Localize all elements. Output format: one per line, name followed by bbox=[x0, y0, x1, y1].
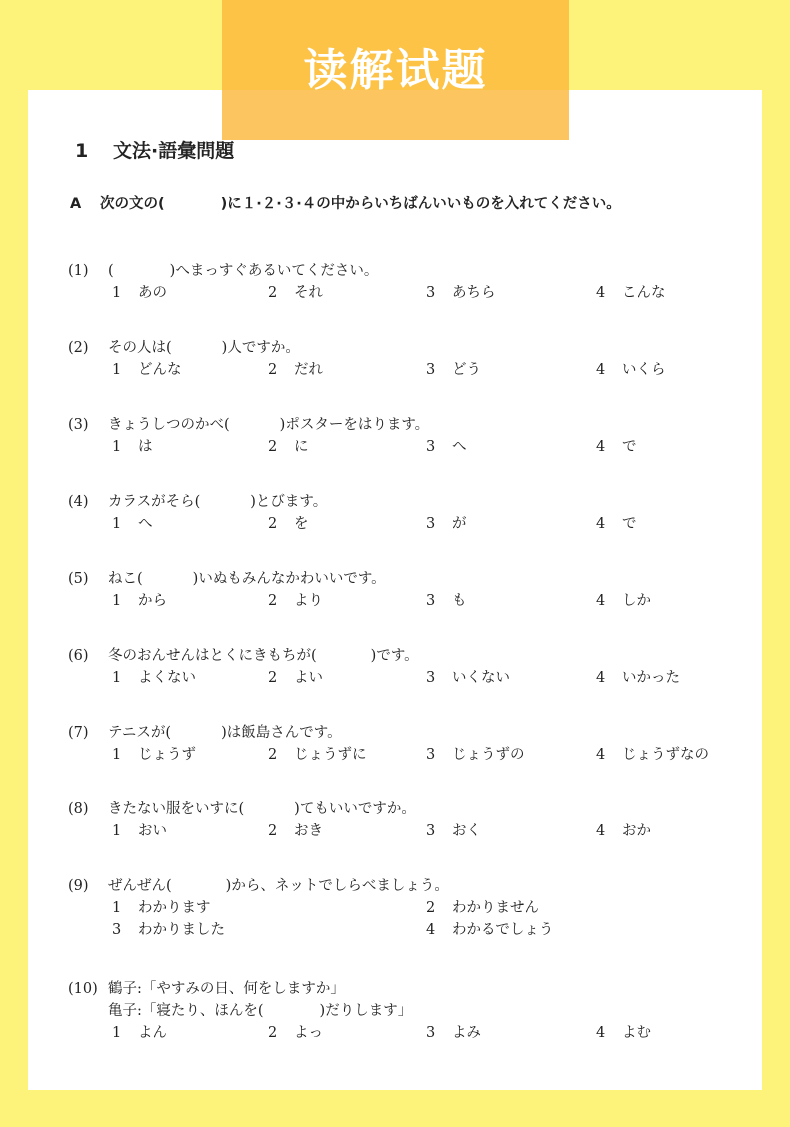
option-1[interactable]: 1 じょうず bbox=[112, 747, 196, 763]
option-1[interactable]: 1 どんな bbox=[112, 362, 182, 378]
instruction-tag: A bbox=[70, 196, 82, 212]
question-4: (4) カラスがそら( )とびます。 1 へ 2 を 3 が 4 で bbox=[68, 493, 637, 532]
option-4[interactable]: 4 いくら bbox=[596, 362, 666, 378]
question-9: (9) ぜんぜん( )から、ネットでしらべましょう。 1 わかります 2 わかりません 3 わかりました 4 わかるでしょう bbox=[68, 877, 554, 938]
question-6: (6) 冬のおんせんはとくにきもちが( )です。 1 よくない 2 よい 3 いくない 4 いかった bbox=[68, 647, 680, 686]
option-4[interactable]: 4 よむ bbox=[596, 1025, 651, 1041]
question-2: (2) その人は( )人ですか。 1 どんな 2 だれ 3 どう 4 いくら bbox=[68, 339, 666, 378]
question-stem-b: )へまっすぐあるいてください。 bbox=[169, 262, 379, 279]
option-1[interactable]: 1 から bbox=[112, 593, 167, 609]
option-1[interactable]: 1 あの bbox=[112, 285, 167, 301]
dialog-line-2: 亀子:「寝たり、ほんを( )だりします」 bbox=[108, 1002, 413, 1019]
option-3[interactable]: 3 どう bbox=[426, 362, 481, 378]
option-3[interactable]: 3 いくない bbox=[426, 670, 510, 686]
instruction-text-b: )に１·２·３·４の中からいちばんいいものを入れてください。 bbox=[220, 196, 621, 212]
option-1[interactable]: 1 よくない bbox=[112, 670, 196, 686]
banner-title: 读解试题 bbox=[303, 45, 488, 96]
option-2[interactable]: 2 よっ bbox=[268, 1025, 323, 1041]
question-7: (7) テニスが( )は飯島さんです。 1 じょうず 2 じょうずに 3 じょうずの 4 じょうずなの bbox=[68, 724, 709, 763]
section-number: 1 bbox=[75, 140, 89, 162]
dialog-line-1: 鶴子:「やすみの日、何をしますか」 bbox=[108, 980, 345, 997]
question-stem-a: ( bbox=[108, 262, 114, 279]
option-4[interactable]: 4 おか bbox=[596, 823, 651, 839]
option-2[interactable]: 2 よい bbox=[268, 670, 323, 686]
option-3[interactable]: 3 へ bbox=[426, 439, 467, 455]
option-2[interactable]: 2 じょうずに bbox=[268, 747, 367, 763]
option-4[interactable]: 4 で bbox=[596, 516, 637, 532]
title-banner bbox=[222, 0, 569, 140]
question-3: (3) きょうしつのかべ( )ポスターをはります。 1 は 2 に 3 へ 4 で bbox=[68, 416, 637, 455]
option-1[interactable]: 1 は bbox=[112, 439, 153, 455]
option-3[interactable]: 3 よみ bbox=[426, 1025, 481, 1041]
option-4[interactable]: 4 で bbox=[596, 439, 637, 455]
option-3[interactable]: 3 あちら bbox=[426, 285, 496, 301]
option-1[interactable]: 1 へ bbox=[112, 516, 153, 532]
option-4[interactable]: 4 いかった bbox=[596, 670, 680, 686]
instruction-text-a: 次の文の( bbox=[100, 196, 165, 212]
question-10: (10) 鶴子:「やすみの日、何をしますか」 亀子:「寝たり、ほんを( )だりします」 1 よん 2 よっ 3 よみ 4 よむ bbox=[68, 980, 651, 1041]
question-number: (1) bbox=[68, 262, 89, 279]
option-2[interactable]: 2 わかりません bbox=[426, 900, 539, 916]
section-title-text: 文法·語彙問題 bbox=[113, 140, 235, 162]
option-2[interactable]: 2 より bbox=[268, 593, 323, 609]
option-4[interactable]: 4 しか bbox=[596, 593, 651, 609]
question-1 bbox=[68, 260, 666, 312]
question-5: (5) ねこ( )いぬもみんなかわいいです。 1 から 2 より 3 も 4 しか bbox=[68, 570, 651, 609]
option-1[interactable]: 1 おい bbox=[112, 823, 167, 839]
option-4[interactable]: 4 こんな bbox=[596, 285, 666, 301]
option-3[interactable]: 3 も bbox=[426, 593, 467, 609]
option-2[interactable]: 2 おき bbox=[268, 823, 323, 839]
section-title bbox=[75, 136, 234, 163]
option-4[interactable]: 4 わかるでしょう bbox=[426, 922, 554, 938]
option-2[interactable]: 2 に bbox=[268, 439, 309, 455]
option-2[interactable]: 2 だれ bbox=[268, 362, 323, 378]
option-3[interactable]: 3 が bbox=[426, 516, 467, 532]
question-8: (8) きたない服をいすに( )てもいいですか。 1 おい 2 おき 3 おく 4 おか bbox=[68, 800, 651, 839]
option-2[interactable]: 2 それ bbox=[268, 285, 323, 301]
option-2[interactable]: 2 を bbox=[268, 516, 309, 532]
option-1[interactable]: 1 わかります bbox=[112, 900, 211, 916]
option-1[interactable]: 1 よん bbox=[112, 1025, 167, 1041]
instruction bbox=[70, 192, 621, 213]
option-3[interactable]: 3 おく bbox=[426, 823, 481, 839]
option-3[interactable]: 3 じょうずの bbox=[426, 747, 525, 763]
option-3[interactable]: 3 わかりました bbox=[112, 922, 225, 938]
option-4[interactable]: 4 じょうずなの bbox=[596, 747, 709, 763]
